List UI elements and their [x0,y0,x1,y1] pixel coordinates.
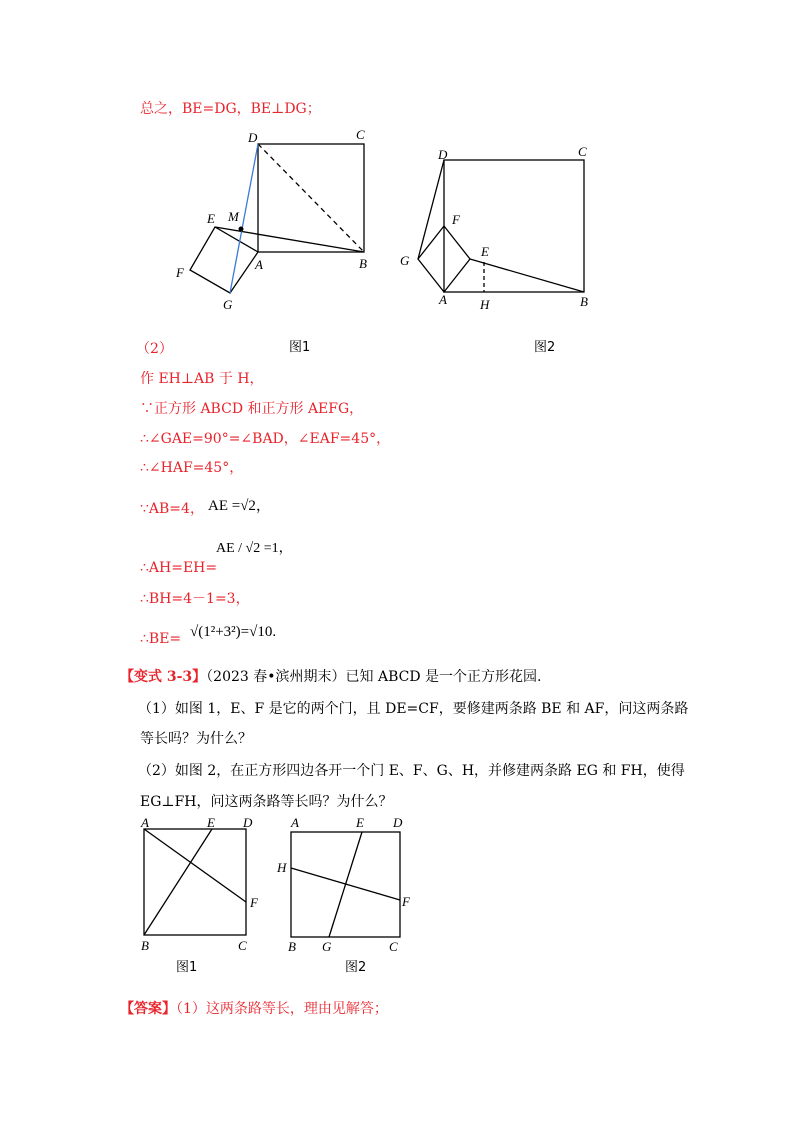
fig1-label-e: E [207,211,215,226]
summary-line: 总之，BE=DG，BE⊥DG； [140,101,321,117]
answer-line [120,1000,388,1018]
fig2-label-h: H [480,297,490,312]
fig4-label-e: E [356,815,364,830]
step-7: ∴BH=4－1=3， [140,591,250,607]
step-5: ∵AB=4， [140,501,204,517]
fig1-label-d: D [248,130,258,145]
fig3-label-b: B [141,938,149,953]
fig4-label-g: G [322,939,332,954]
fig2-top-caption: 图2 [534,340,556,355]
fig3-label-a: A [141,815,149,830]
fig1-label-f: F [176,265,184,280]
fig1-top-caption: 图1 [289,340,311,355]
fig1-label-m: M [228,209,239,224]
fig1-label-g: G [223,297,233,312]
q1-line2: 等长吗？为什么？ [140,731,252,747]
fig2-label-e: E [481,244,489,259]
fig3-label-d: D [243,815,253,830]
step-4: ∴∠HAF=45°， [140,460,244,476]
fig2-label-b: B [580,294,588,309]
step-3: ∴∠GAE=90°=∠BAD，∠EAF=45°， [140,431,391,447]
q1-line1: （1）如图 1，E、F 是它的两个门，且 DE=CF，要修建两条路 BE 和 AF，问这两条路 [138,701,689,717]
fig3-line-af [144,829,246,902]
fig4-label-h: H [277,860,287,875]
fig4-label-a: A [291,815,299,830]
fig1-label-b: B [359,256,367,271]
fig3-caption: 图1 [176,960,198,975]
fig4-label-b: B [288,939,296,954]
ae-sqrt2-text: AE =√2， [208,498,271,514]
fig3-square [144,829,246,935]
fig3-label-c: C [238,938,247,953]
q2-line2: EG⊥FH，问这两条路等长吗？为什么？ [140,794,393,810]
q2-line1: （2）如图 2，在正方形四边各开一个门 E、F、G、H，并修建两条路 EG 和 FH，使得 [138,763,685,779]
fig2-label-a: A [439,292,447,307]
fig1-label-c: C [356,127,365,142]
step-6: ∴AH=EH= [140,560,218,576]
problem-source: （2023 春•滨州期末） [206,669,346,685]
problem-stem: 已知 ABCD 是一个正方形花园. [345,669,542,685]
step-1: 作 EH⊥AB 于 H， [140,371,264,387]
fig4-label-d: D [393,815,403,830]
fig3-line-be [144,829,212,935]
fig4-label-c: C [389,939,398,954]
fig4-label-f: F [402,894,410,909]
ae-over-sqrt2-text: AE / √2 =1， [216,541,293,556]
fig3-label-f: F [250,895,258,910]
answer-text: （1）这两条路等长，理由见解答； [176,1001,388,1017]
step-2: ∵正方形 ABCD 和正方形 AEFG， [140,401,364,417]
problem-tag: 【变式 3-3】 [120,669,207,685]
fig1-label-a: A [255,257,263,272]
fig3-label-e: E [207,815,215,830]
fig4-line-eg [329,832,362,937]
answer-tag: 【答案】 [120,1001,176,1017]
fig2-label-f: F [452,212,460,227]
fig2-label-d: D [438,147,448,162]
be-value-text: √(1²+3²)=√10. [190,624,277,640]
part2-label: （2） [136,341,173,357]
fig2-label-g: G [400,253,410,268]
fig4-caption: 图2 [345,960,367,975]
fig2-label-c: C [578,144,587,159]
step-8: ∴BE= [140,631,182,647]
